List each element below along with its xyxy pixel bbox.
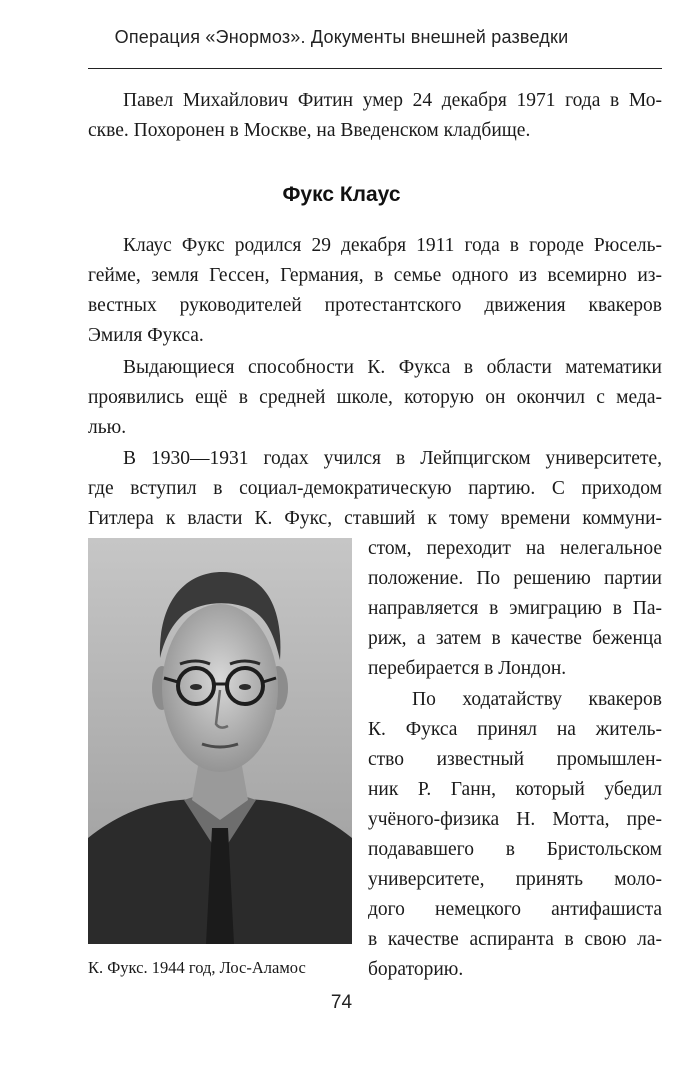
body-line: лью. <box>88 417 127 438</box>
wrap-line: в качестве аспиранта в свою ла- <box>368 929 662 950</box>
wrap-line: ство известный промышлен- <box>368 749 662 770</box>
wrap-line: ник Р. Ганн, который убедил <box>368 779 662 800</box>
wrap-line: дого немецкого антифашиста <box>368 899 662 920</box>
wrap-line: подававшего в Бристольском <box>368 839 662 860</box>
wrap-line: стом, переходит на нелегальное <box>368 538 662 559</box>
wrap-line: направляется в эмиграцию в Па- <box>368 598 662 619</box>
body-line: проявились ещё в средней школе, которую он окончил с меда- <box>88 387 662 408</box>
wrap-line: положение. По решению партии <box>368 568 662 589</box>
portrait-photo <box>88 538 352 944</box>
intro-line: Павел Михайлович Фитин умер 24 декабря 1971 года в Мо- <box>123 90 662 111</box>
intro-line: скве. Похоронен в Москве, на Введенском кладбище. <box>88 120 531 141</box>
body-line: Выдающиеся способности К. Фукса в области математики <box>123 357 662 378</box>
body-line: где вступил в социал-демократическую партию. С приходом <box>88 478 662 499</box>
wrap-line: К. Фукса принял на житель- <box>368 719 662 740</box>
body-line: В 1930—1931 годах учился в Лейпцигском университете, <box>123 448 662 469</box>
body-line: гейме, земля Гессен, Германия, в семье одного из всемирно из- <box>88 265 662 286</box>
wrap-line: По ходатайству квакеров <box>412 689 662 710</box>
body-line: Гитлера к власти К. Фукс, ставший к тому времени коммуни- <box>88 508 662 529</box>
photo-caption: К. Фукс. 1944 год, Лос-Аламос <box>88 958 306 977</box>
running-header: Операция «Энормоз». Документы внешней разведки <box>114 27 569 47</box>
body-line: Эмиля Фукса. <box>88 325 204 346</box>
wrap-line: перебирается в Лондон. <box>368 658 567 679</box>
header-rule <box>88 68 662 69</box>
section-title: Фукс Клаус <box>282 183 401 206</box>
wrap-line: бораторию. <box>368 959 464 980</box>
page-number: 74 <box>330 992 353 1013</box>
wrap-line: университете, принять моло- <box>368 869 662 890</box>
body-line: вестных руководителей протестантского движения квакеров <box>88 295 662 316</box>
wrap-line: учёного-физика Н. Мотта, пре- <box>368 809 662 830</box>
wrap-line: риж, а затем в качестве беженца <box>368 628 662 649</box>
body-line: Клаус Фукс родился 29 декабря 1911 года в городе Рюсель- <box>123 235 662 256</box>
